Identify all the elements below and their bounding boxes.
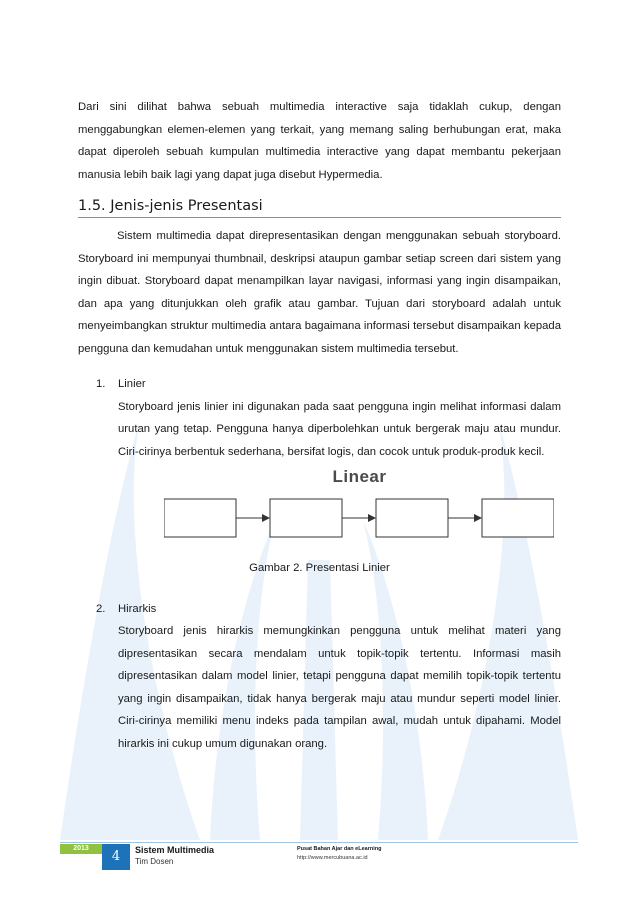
footer-divider bbox=[60, 842, 578, 843]
list-number: 1. bbox=[96, 378, 106, 390]
intro-paragraph: Dari sini dilihat bahwa sebuah multimedia interactive saja tidaklah cukup, dengan menggabungkan elemen-elemen yang terkait, yang memang saling berhubungan erat, maka dapat diperoleh sebuah kumpulan multimedia interactive yang dapat membantu pekerjaan manusia lebih baik lagi yang dapat juga disebut Hypermedia. bbox=[78, 101, 561, 181]
footer-author: Tim Dosen bbox=[135, 857, 174, 866]
diagram-box-3 bbox=[376, 499, 448, 537]
list-item-text: Storyboard jenis linier ini digunakan pada saat pengguna ingin melihat informasi dalam urutan yang tetap. Pengguna hanya diperbolehkan untuk bergerak maju atau mundur. Ciri-cirinya berbentuk sederhana, bersifat logis, dan cocok untuk produk-produk kecil. bbox=[118, 400, 561, 458]
figure-title: Linear bbox=[332, 467, 387, 486]
linear-diagram bbox=[164, 495, 554, 547]
page-footer bbox=[60, 842, 578, 872]
list-item-title: Linier bbox=[118, 378, 146, 390]
list-item-text: Storyboard jenis hirarkis memungkinkan pengguna untuk melihat materi yang dipresentasikan secara mendalam untuk topik-topik tertentu. Informasi masih dipresentasikan dalam model linier, tetapi pengguna dapat memilih topik-topik tertentu yang ingin disampaikan, tidak hanya bergerak maju atau mundur seperti model linier. Ciri-cirinya memiliki menu indeks pada tampilan awal, mudah untuk dipahami. Model hirarkis ini cukup umum digunakan orang. bbox=[118, 625, 561, 750]
section-heading: 1.5. Jenis-jenis Presentasi bbox=[78, 198, 561, 218]
list-number: 2. bbox=[96, 602, 106, 615]
footer-page-number: 4 bbox=[102, 844, 130, 870]
footer-url: http://www.mercubuana.ac.id bbox=[297, 855, 368, 861]
diagram-box-2 bbox=[270, 499, 342, 537]
linear-figure bbox=[118, 465, 561, 557]
page-content bbox=[78, 96, 561, 755]
section-paragraph: Sistem multimedia dapat direpresentasikan dengan menggunakan sebuah storyboard. Storyboard ini mempunyai thumbnail, deskripsi ataupun gambar setiap screen dari sistem yang ingin dibuat. Storyboard dapat menampilkan layar navigasi, informasi yang ingin disampaikan, dan apa yang ditunjukkan oleh grafik atau gambar. Tujuan dari storyboard adalah untuk menyeimbangkan struktur multimedia antara bagaimana informasi tersebut disampaikan kepada pengguna dan kemudahan untuk menggunakan sistem multimedia tersebut. bbox=[78, 230, 561, 355]
presentation-type-list bbox=[78, 373, 561, 557]
diagram-box-4 bbox=[482, 499, 554, 537]
list-item-hirarkis bbox=[78, 598, 561, 756]
diagram-box-1 bbox=[164, 499, 236, 537]
footer-center-name: Pusat Bahan Ajar dan eLearning bbox=[297, 846, 382, 852]
list-item-title: Hirarkis bbox=[118, 602, 157, 615]
footer-year-badge: 2013 bbox=[60, 844, 102, 854]
figure-caption: Gambar 2. Presentasi Linier bbox=[249, 562, 390, 574]
footer-course-title: Sistem Multimedia bbox=[135, 845, 215, 855]
list-item-linier bbox=[78, 373, 561, 557]
